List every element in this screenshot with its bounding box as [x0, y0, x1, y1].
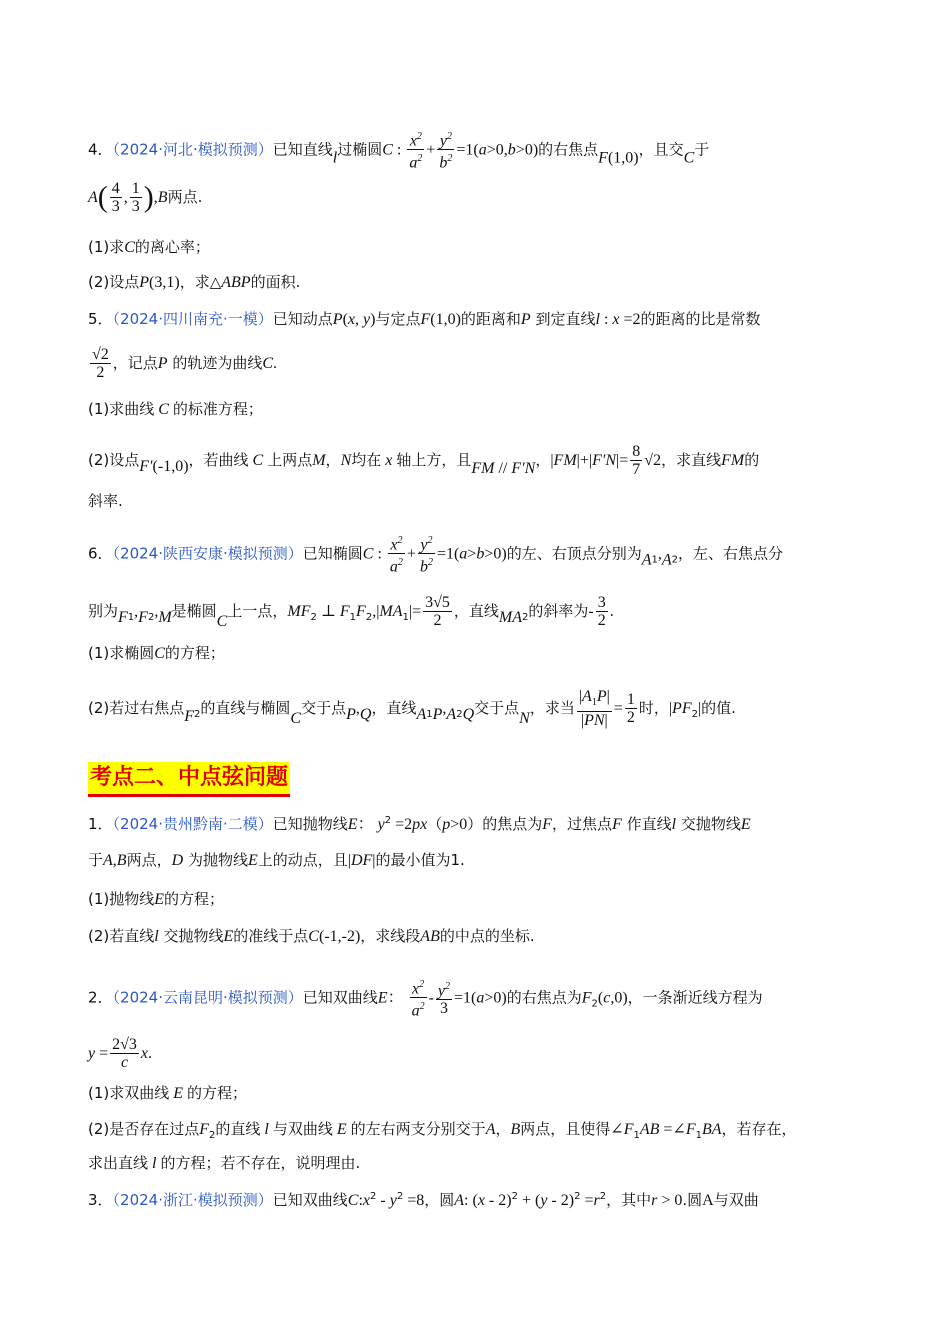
problem-2-q1: (1)求双曲线 E 的方程；: [88, 1084, 248, 1102]
problem-1-line-2: 于A,B两点，D 为抛物线E上的动点，且|DF|的最小值为1.: [88, 851, 465, 869]
problem-6-q1: (1)求椭圆C的方程；: [88, 644, 225, 662]
problem-source: （2024·陕西安康·模拟预测）: [112, 544, 303, 563]
problem-source: （2024·河北·模拟预测）: [112, 140, 273, 159]
problem-6-line-2: 别为$F_1,F_2,M$是椭圆C上一点，$MF_2$ ⊥ $F_1F_2,|MA_1|=$ $\frac{3√5}{2}$ ，直线$MA_2$的斜率为- $\frac{3}{2}$ .: [88, 594, 614, 630]
problem-5-line-2: $\frac{√2}{2}$ ，记点P 的轨迹为曲线C.: [92, 346, 278, 381]
problem-2-q2-cont: 求出直线 l 的方程；若不存在，说明理由.: [88, 1154, 361, 1172]
problem-source: （2024·云南昆明·模拟预测）: [112, 988, 303, 1007]
problem-6-q2: (2)若过右焦点$F_2$的直线与椭圆C交于点P,Q，直线$A_1P,A_2Q$交于点N，求当 $\frac{|A_1P|}{|PN|}$ = $\frac{1}{2}$ 时，$|PF_2|$的值.: [88, 688, 736, 730]
problem-5-q2-cont: 斜率.: [88, 492, 123, 510]
problem-1-q2: (2)若直线l 交抛物线E的准线于点C(-1,-2)，求线段AB的中点的坐标.: [88, 927, 535, 945]
problem-4-q1: (1)求C的离心率；: [88, 238, 210, 256]
problem-2-line-2: y = $\frac{2√3}{c}$ x.: [88, 1036, 153, 1071]
problem-5-q2: (2)设点F′(-1,0)，若曲线 C 上两点M，N均在 x 轴上方，且FM // F′N，|FM|+|F′N|= $\frac{8}{7}$ √2，求直线FM的: [88, 443, 760, 478]
problem-6-line-1: 6．（2024·陕西安康·模拟预测）已知椭圆C : $\frac{x^2}{a^2}$ + $\frac{y^2}{b^2}$ =1(a>b>0)的左、右顶点分别为$A_1,A_2$，左、右焦点分: [88, 532, 868, 576]
problem-4-line-2: A( $\frac{4}{3}$ , $\frac{1}{3}$ ),B两点.: [88, 180, 203, 215]
problem-1-line-1: 1．（2024·贵州黔南·二模）已知抛物线E： $y^2 =2px(p>0)$的焦点为F，过焦点F 作直线l 交抛物线E: [88, 815, 751, 833]
problem-source: （2024·贵州黔南·二模）: [112, 815, 273, 833]
problem-1-q1: (1)抛物线E的方程；: [88, 890, 225, 908]
problem-3-line-1: 3．（2024·浙江·模拟预测）已知双曲线$C:x^2 - y^2 =8$，圆A: $(x - 2)^2 + (y - 2)^2 =r^2$，其中r > 0.圆A与双曲: [88, 1191, 759, 1209]
problem-source: （2024·浙江·模拟预测）: [112, 1191, 273, 1209]
problem-5-q1: (1)求曲线 C 的标准方程；: [88, 400, 263, 418]
problem-2-line-1: 2．（2024·云南昆明·模拟预测）已知双曲线E： $\frac{x^2}{a^2}$ - $\frac{y^2}{3}$ =1(a>0)的右焦点为$F_2(c,0)$，一条渐近线方程为: [88, 976, 868, 1020]
problem-4-q2: (2)设点P(3,1)，求△ABP的面积.: [88, 273, 301, 291]
problem-5-line-1: 5．（2024·四川南充·一模）已知动点P(x, y)与定点F(1,0)的距离和P 到定直线l : x =2的距离的比是常数: [88, 310, 761, 328]
section-heading: 考点二、中点弦问题: [88, 762, 290, 797]
problem-2-q2: (2)是否存在过点$F_2$的直线 l 与双曲线 E 的左右两支分别交于A，B两点，且使得$\angle F_1AB$ $=\angle F_1BA$，若存在，: [88, 1120, 797, 1141]
problem-source: （2024·四川南充·一模）: [112, 310, 273, 328]
problem-4-line-1: 4．（2024·河北·模拟预测）已知直线l过椭圆C : $\frac{x^2}{a^2}$ + $\frac{y^2}{b^2}$ =1(a>0,b>0)的右焦点F(1,0)，且交C于: [88, 128, 868, 154]
